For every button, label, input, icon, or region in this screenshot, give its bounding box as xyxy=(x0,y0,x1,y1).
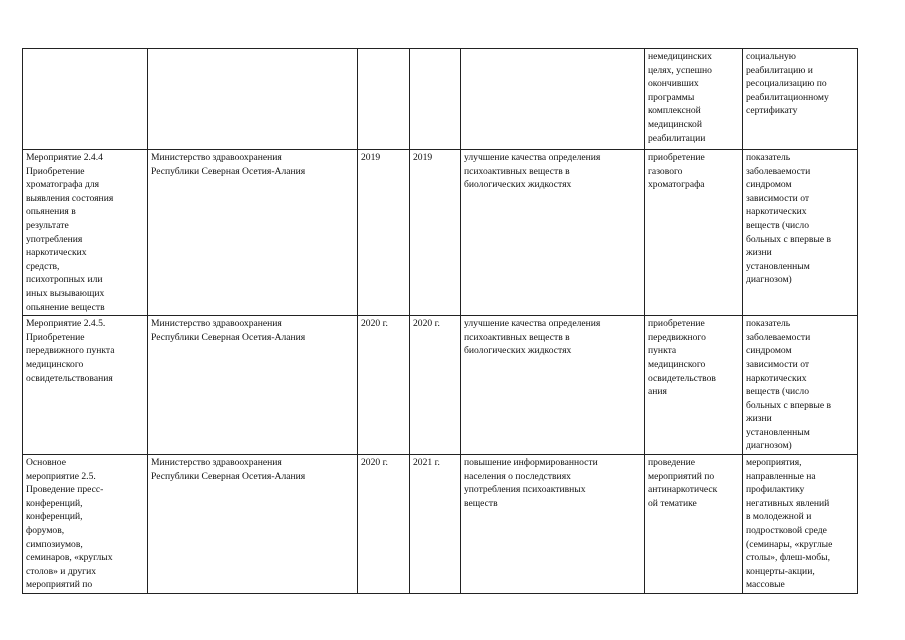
start-year-cell xyxy=(358,49,410,150)
indicator-cell: показатель заболеваемости синдромом зависимости от наркотических веществ (число больных с впервые в жизни установленным диагнозом) xyxy=(743,150,858,316)
end-year-cell xyxy=(410,49,461,150)
end-year-cell: 2021 г. xyxy=(410,455,461,594)
start-year-cell: 2019 xyxy=(358,150,410,316)
executor-cell: Министерство здравоохранения Республики Северная Осетия-Алания xyxy=(148,455,358,594)
event-cell xyxy=(23,49,148,150)
result-cell: улучшение качества определения психоактивных веществ в биологических жидкостях xyxy=(461,316,645,455)
end-year-cell: 2019 xyxy=(410,150,461,316)
result-cell: улучшение качества определения психоактивных веществ в биологических жидкостях xyxy=(461,150,645,316)
table-row xyxy=(23,49,858,150)
program-activities-table xyxy=(22,48,858,594)
indicator-cell: показатель заболеваемости синдромом зависимости от наркотических веществ (число больных с впервые в жизни установленным диагнозом) xyxy=(743,316,858,455)
content-cell: приобретение газового хроматографа xyxy=(645,150,743,316)
indicator-cell: мероприятия, направленные на профилактику негативных явлений в молодежной и подростковой среде (семинары, «круглые столы», флеш-мобы, концерты-акции, массовые xyxy=(743,455,858,594)
executor-cell: Министерство здравоохранения Республики Северная Осетия-Алания xyxy=(148,316,358,455)
start-year-cell: 2020 г. xyxy=(358,316,410,455)
table-row xyxy=(23,150,858,316)
result-cell xyxy=(461,49,645,150)
content-cell: немедицинских целях, успешно окончивших программы комплексной медицинской реабилитации xyxy=(645,49,743,150)
table-row xyxy=(23,455,858,594)
event-cell: Мероприятие 2.4.5. Приобретение передвижного пункта медицинского освидетельствования xyxy=(23,316,148,455)
executor-cell: Министерство здравоохранения Республики Северная Осетия-Алания xyxy=(148,150,358,316)
table-row xyxy=(23,316,858,455)
start-year-cell: 2020 г. xyxy=(358,455,410,594)
content-cell: проведение мероприятий по антинаркотическ ой тематике xyxy=(645,455,743,594)
end-year-cell: 2020 г. xyxy=(410,316,461,455)
result-cell: повышение информированности населения о последствиях употребления психоактивных веществ xyxy=(461,455,645,594)
executor-cell xyxy=(148,49,358,150)
event-cell: Основное мероприятие 2.5. Проведение пресс- конференций, конференций, форумов, симпозиумов, семинаров, «круглых столов» и других мероприятий по xyxy=(23,455,148,594)
event-cell: Мероприятие 2.4.4 Приобретение хроматографа для выявления состояния опьянения в результате употребления наркотических средств, психотропных или иных вызывающих опьянение веществ xyxy=(23,150,148,316)
indicator-cell: социальную реабилитацию и ресоциализацию по реабилитационному сертификату xyxy=(743,49,858,150)
content-cell: приобретение передвижного пункта медицинского освидетельствов ания xyxy=(645,316,743,455)
